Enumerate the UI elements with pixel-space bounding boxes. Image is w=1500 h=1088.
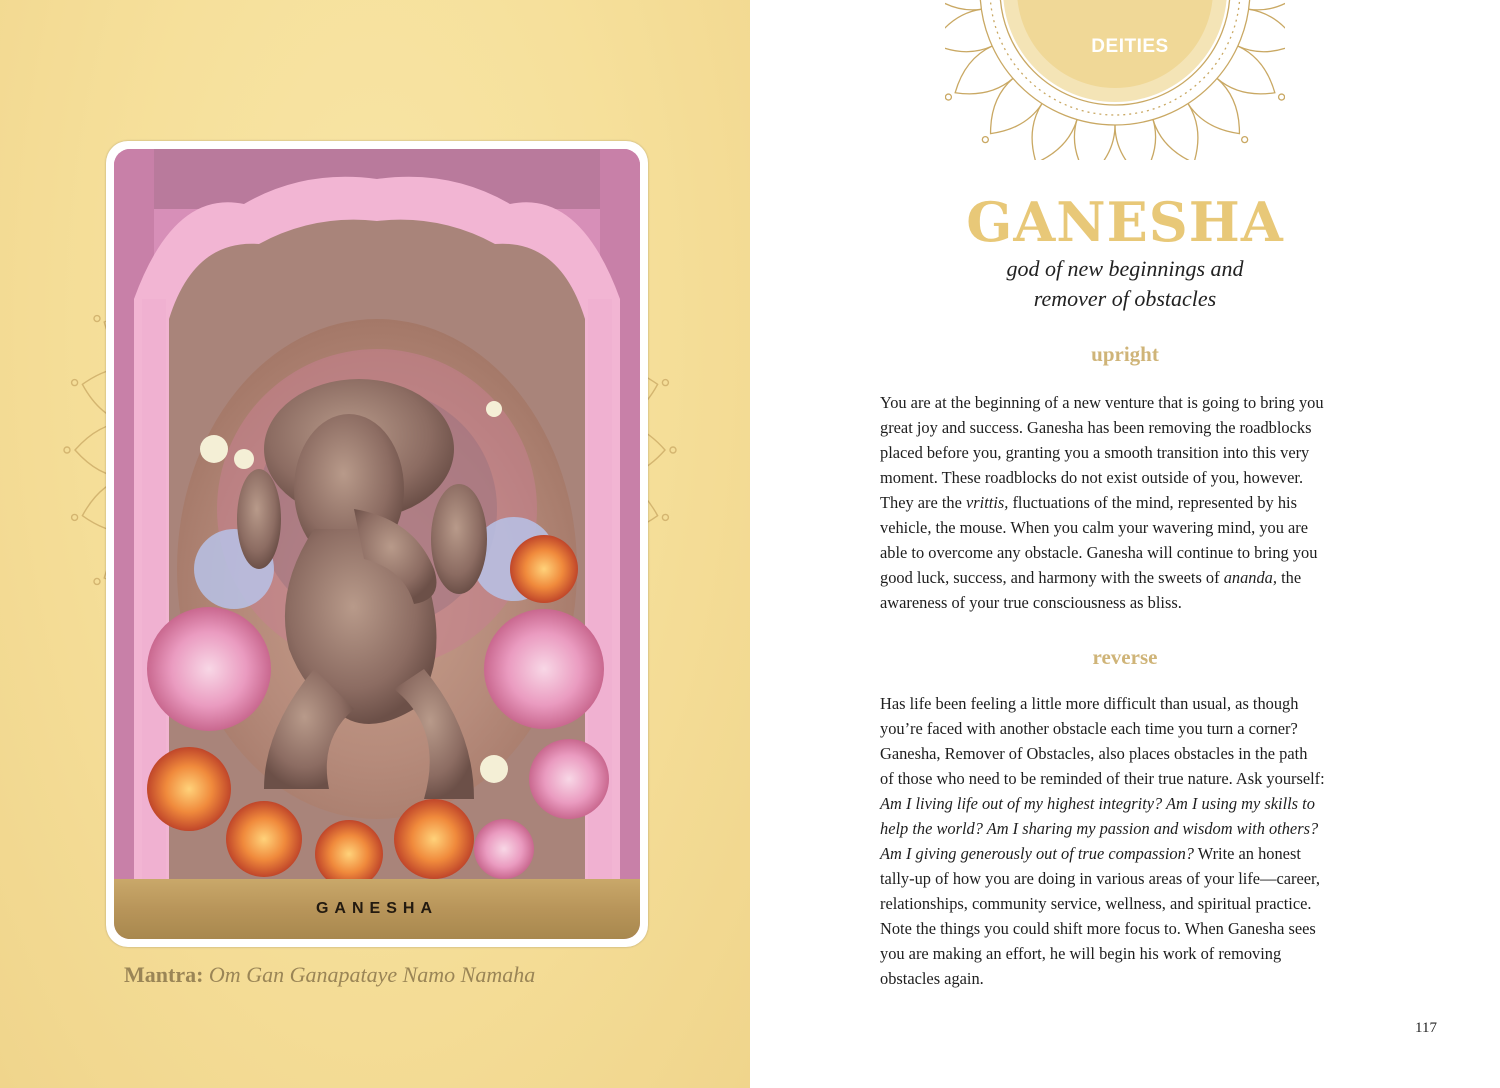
body-line: Am I giving generously out of true compassion? Write an honest — [880, 844, 1301, 863]
body-line: great joy and success. Ganesha has been removing the roadblocks — [880, 418, 1312, 437]
reverse-heading: reverse — [1092, 645, 1158, 669]
upright-body — [880, 390, 1390, 615]
card-nameplate — [114, 879, 640, 939]
body-line: help the world? Am I sharing my passion and wisdom with others? — [880, 819, 1319, 838]
ganesha-card-artwork — [114, 149, 640, 881]
body-line: Note the things you could shift more focus to. When Ganesha sees — [880, 919, 1316, 938]
body-line: You are at the beginning of a new venture that is going to bring you — [880, 393, 1324, 412]
body-line: tally-up of how you are doing in various areas of your life—career, — [880, 869, 1320, 888]
right-page — [750, 0, 1500, 1088]
subtitle-line: god of new beginnings and — [1006, 256, 1244, 281]
body-line: moment. These roadblocks do not exist outside of you, however. — [880, 468, 1304, 487]
body-line: Ganesha, Remover of Obstacles, also places obstacles in the path — [880, 744, 1308, 763]
body-line: awareness of your true consciousness as bliss. — [880, 593, 1182, 612]
body-line: obstacles again. — [880, 969, 984, 988]
body-line: Am I living life out of my highest integrity? Am I using my skills to — [880, 794, 1315, 813]
subtitle-line: remover of obstacles — [1033, 286, 1217, 311]
body-line: able to overcome any obstacle. Ganesha will continue to bring you — [880, 543, 1318, 562]
body-line: relationships, community service, wellness, and spiritual practice. — [880, 894, 1312, 913]
body-line: you are making an effort, he will begin his work of removing — [880, 944, 1282, 963]
upright-heading: upright — [1091, 342, 1159, 366]
reverse-body — [880, 691, 1390, 991]
card-name: GANESHA — [315, 900, 438, 917]
section-tab-mandala — [945, 0, 1285, 160]
body-line: good luck, success, and harmony with the sweets of ananda, the — [880, 568, 1302, 587]
body-line: you’re faced with another obstacle each time you turn a corner? — [880, 719, 1298, 738]
mantra-text: Om Gan Ganapataye Namo Namaha — [208, 962, 536, 987]
mantra-label: Mantra: — [124, 962, 204, 987]
body-line: of those who need to be reminded of their true nature. Ask yourself: — [880, 769, 1325, 788]
page-number: 117 — [1415, 1020, 1437, 1036]
card-illustration-frame — [114, 149, 640, 939]
mantra-caption — [124, 962, 535, 988]
page-subtitle — [750, 254, 1500, 314]
body-line: vehicle, the mouse. When you calm your wavering mind, you are — [880, 518, 1309, 537]
oracle-card — [106, 141, 648, 947]
body-line: Has life been feeling a little more difficult than usual, as though — [880, 694, 1299, 713]
section-tab-label: DEITIES — [1091, 36, 1169, 57]
page-title: GANESHA — [966, 190, 1284, 254]
body-line: They are the vrittis, fluctuations of the mind, represented by his — [880, 493, 1297, 512]
body-line: placed before you, granting you a smooth transition into this very — [880, 443, 1310, 462]
